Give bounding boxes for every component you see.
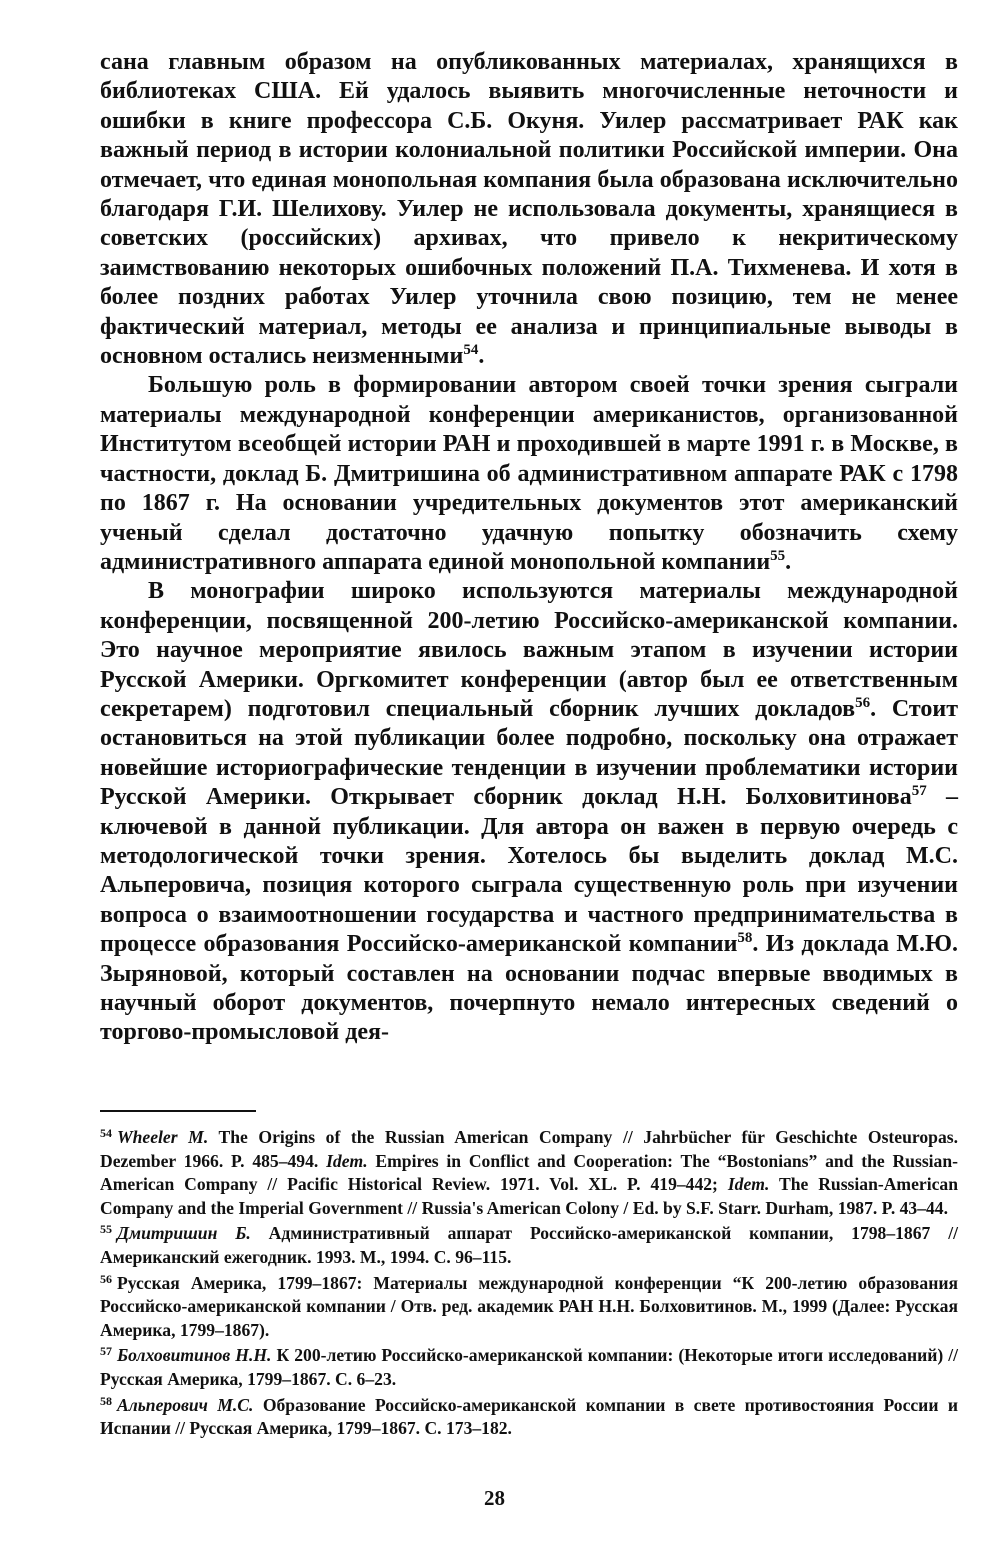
footnote-author: Wheeler M.: [117, 1127, 209, 1147]
text-span: В монографии широко используются материалы международной конференции, посвященной 200-летию Российско-американской компании. Это научное мероприятие явилось важным этапом в изучении истории Русской Америки. Оргкомитет конференции (автор был ее ответственным секретарем) подготовил специальный сборник лучших докладов: [100, 578, 958, 722]
footnote-58: [100, 1394, 958, 1441]
footnote-ref: 57: [911, 783, 927, 800]
footnote-text: The Russian-American Company and the Imperial Government // Russia's American Colony / Ed. by S.F. Starr. Durham, 1987. P. 43–44.: [100, 1174, 958, 1218]
footnote-number: 55: [100, 1222, 112, 1237]
footnote-author: Болховитинов Н.Н.: [117, 1345, 272, 1366]
footnote-56: [100, 1272, 958, 1343]
paragraph: [100, 371, 958, 577]
footnote-divider: [100, 1110, 256, 1112]
footnote-text: К 200-летию Российско-американской компании: (Некоторые итоги исследований) // Русская Америка, 1799–1867. С. 6–23.: [100, 1345, 959, 1389]
footnote-author: Idem.: [326, 1150, 368, 1171]
footnotes: [100, 1126, 958, 1443]
footnote-author: Дмитришин Б.: [117, 1223, 251, 1244]
footnote-number: 58: [100, 1393, 112, 1408]
footnote-55: [100, 1222, 958, 1269]
text-span: – ключевой в данной публикации. Для автора он важен в первую очередь с методологической точки зрения. Хотелось бы выделить доклад М.С. Альперовича, позиция которого сыграла существенную роль при изучении вопроса о взаимоотношении государства и частного предпринимательства в процессе образования Российско-американской компании: [100, 784, 959, 958]
footnote-text: Административный аппарат Российско-американской компании, 1798–1867 // Американский ежегодник. 1993. М., 1994. С. 96–115.: [100, 1223, 958, 1267]
page-body: [100, 48, 958, 1048]
paragraph: [100, 577, 958, 1048]
footnote-number: 56: [100, 1271, 112, 1286]
footnote-number: 57: [100, 1344, 112, 1359]
text-span: Большую роль в формировании автором своей точки зрения сыграли материалы международной конференции американистов, организованной Институтом всеобщей истории РАН и проходившей в марте 1991 г. в Москве, в частности, доклад Б. Дмитришина об административном аппарате РАК с 1798 по 1867 г. На основании учредительных документов этот американский ученый сделал достаточно удачную попытку обозначить схему административного аппарата единой монопольной компании: [100, 372, 958, 575]
footnote-text: Образование Российско-американской компании в свете противостояния России и Испании // Русская Америка, 1799–1867. С. 173–182.: [100, 1394, 958, 1439]
paragraph: [100, 48, 958, 371]
text-span: . Стоит остановиться на этой публикации более подробно, поскольку она отражает новейшие историографические тенденции в изучении проблематики истории Русской Америки. Открывает сборник доклад Н.Н. Болховитинова: [100, 695, 958, 811]
text-span: сана главным образом на опубликованных материалах, хранящихся в библиотеках США. Ей удалось выявить многочисленные неточности и ошибки в книге профессора С.Б. Окуня. Уилер рассматривает РАК как важный период в истории колониальной политики Российской империи. Она отмечает, что единая монопольная компания была образована исключительно благодаря Г.И. Шелихову. Уилер не использовала документы, хранящиеся в советских (российских) архивах, что привело к некритическому заимствованию некоторых ошибочных положений П.А. Тихменева. И хотя в более поздних работах Уилер уточнила свою позицию, тем не менее фактический материал, методы ее анализа и принципиальные выводы в основном остались неизменными: [100, 49, 958, 370]
footnote-ref: 56: [855, 694, 871, 711]
footnote-number: 54: [100, 1126, 112, 1140]
page-number: 28: [484, 1486, 505, 1510]
footnote-text: The Origins of the Russian American Company // Jahrbücher für Geschichte Osteuropas. Dezember 1966. P. 485–494.: [100, 1127, 959, 1171]
text-span: . Из доклада М.Ю. Зыряновой, который составлен на основании подчас впервые вводимых в научный оборот документов, почерпнуто немало интересных сведений о торгово-промысловой дея-: [100, 931, 958, 1046]
footnote-57: [100, 1344, 958, 1391]
text-span: .: [785, 548, 792, 575]
footnote-ref: 58: [737, 930, 753, 947]
footnote-author: Альперович М.С.: [117, 1394, 254, 1415]
main-text: [100, 48, 958, 1048]
footnote-ref: 55: [770, 547, 786, 564]
footnote-text: Русская Америка, 1799–1867: Материалы международной конференции “К 200-летию образования Российско-американской компании / Отв. ред. академик РАН Н.Н. Болховитинов. М., 1999 (Далее: Русская Америка, 1799–1867).: [100, 1272, 958, 1340]
footnote-text: Empires in Conflict and Cooperation: The “Bostonians” and the Russian-American Company // Pacific Historical Review. 1971. Vol. XL. P. 419–442;: [100, 1150, 958, 1195]
footnote-ref: 54: [463, 342, 479, 359]
footnote-author: Idem.: [727, 1174, 770, 1195]
text-span: .: [478, 343, 485, 370]
footnote-54: [100, 1126, 958, 1220]
